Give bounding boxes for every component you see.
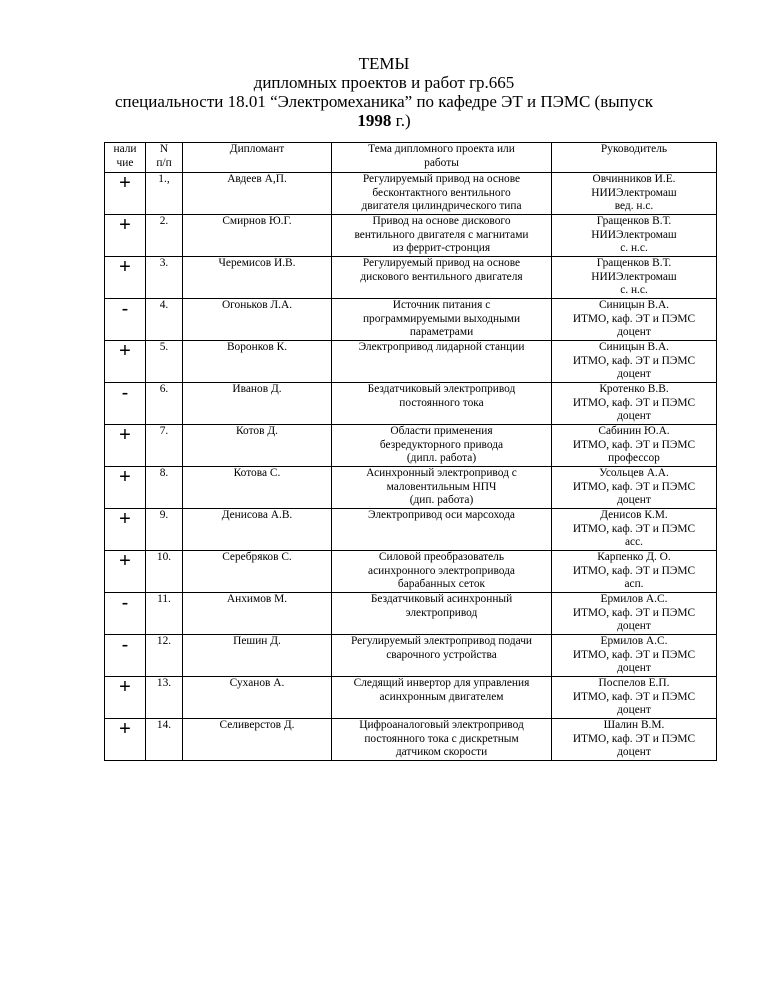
table-row [105, 383, 717, 425]
student-name: Котова С. [183, 467, 332, 509]
advisor-info: Шалин В.М. ИТМО, каф. ЭТ и ПЭМС доцент [552, 719, 717, 761]
title-year: 1998 [357, 111, 392, 130]
thesis-topic: Области применения безредукторного привода (дипл. работа) [332, 425, 552, 467]
advisor-info: Ермилов А.С. ИТМО, каф. ЭТ и ПЭМС доцент [552, 635, 717, 677]
availability-mark: + [105, 677, 146, 719]
row-number: 8. [146, 467, 183, 509]
document-title [0, 54, 768, 130]
row-number: 4. [146, 299, 183, 341]
header-student: Дипломант [183, 143, 332, 173]
advisor-info: Гращенков В.Т. НИИЭлектромаш с. н.с. [552, 215, 717, 257]
row-number: 11. [146, 593, 183, 635]
student-name: Огоньков Л.А. [183, 299, 332, 341]
table-row [105, 677, 717, 719]
student-name: Черемисов И.В. [183, 257, 332, 299]
thesis-topic: Бездатчиковый электропривод постоянного тока [332, 383, 552, 425]
availability-mark: + [105, 173, 146, 215]
availability-mark: + [105, 341, 146, 383]
student-name: Селиверстов Д. [183, 719, 332, 761]
row-number: 2. [146, 215, 183, 257]
thesis-topic: Электропривод оси марсохода [332, 509, 552, 551]
availability-mark: + [105, 509, 146, 551]
student-name: Воронков К. [183, 341, 332, 383]
table-row [105, 509, 717, 551]
availability-mark: + [105, 215, 146, 257]
availability-mark: - [105, 635, 146, 677]
advisor-info: Поспелов Е.П. ИТМО, каф. ЭТ и ПЭМС доцент [552, 677, 717, 719]
thesis-topic: Асинхронный электропривод с маловентильным НПЧ (дип. работа) [332, 467, 552, 509]
title-year-line [0, 111, 768, 130]
row-number: 5. [146, 341, 183, 383]
availability-mark: + [105, 257, 146, 299]
availability-mark: + [105, 425, 146, 467]
title-specialty: специальности 18.01 “Электромеханика” по кафедре ЭТ и ПЭМС (выпуск [114, 92, 654, 111]
advisor-info: Синицын В.А. ИТМО, каф. ЭТ и ПЭМС доцент [552, 341, 717, 383]
table-row [105, 551, 717, 593]
thesis-topic: Привод на основе дискового вентильного двигателя с магнитами из феррит-стронция [332, 215, 552, 257]
thesis-topic: Силовой преобразователь асинхронного электропривода барабанных сеток [332, 551, 552, 593]
student-name: Смирнов Ю.Г. [183, 215, 332, 257]
thesis-topic: Следящий инвертор для управления асинхронным двигателем [332, 677, 552, 719]
row-number: 9. [146, 509, 183, 551]
advisor-info: Овчинников И.Е. НИИЭлектромаш вед. н.с. [552, 173, 717, 215]
table-row [105, 341, 717, 383]
availability-mark: + [105, 719, 146, 761]
advisor-info: Гращенков В.Т. НИИЭлектромаш с. н.с. [552, 257, 717, 299]
title-subtitle: дипломных проектов и работ гр.665 [253, 73, 515, 92]
advisor-info: Денисов К.М. ИТМО, каф. ЭТ и ПЭМС асс. [552, 509, 717, 551]
thesis-topic: Регулируемый привод на основе дискового вентильного двигателя [332, 257, 552, 299]
row-number: 3. [146, 257, 183, 299]
thesis-topic: Цифроаналоговый электропривод постоянного тока с дискретным датчиком скорости [332, 719, 552, 761]
row-number: 7. [146, 425, 183, 467]
advisor-info: Сабинин Ю.А. ИТМО, каф. ЭТ и ПЭМС профессор [552, 425, 717, 467]
header-availability: нали чие [105, 143, 146, 173]
student-name: Авдеев А,П. [183, 173, 332, 215]
title-year-suffix: г.) [391, 111, 411, 130]
row-number: 12. [146, 635, 183, 677]
table-row [105, 425, 717, 467]
table-header-row [105, 143, 717, 173]
thesis-topic: Регулируемый привод на основе бесконтактного вентильного двигателя цилиндрического типа [332, 173, 552, 215]
student-name: Котов Д. [183, 425, 332, 467]
themes-table [104, 142, 717, 761]
table-row [105, 593, 717, 635]
advisor-info: Карпенко Д. О. ИТМО, каф. ЭТ и ПЭМС асп. [552, 551, 717, 593]
table-row [105, 173, 717, 215]
student-name: Анхимов М. [183, 593, 332, 635]
student-name: Денисова А.В. [183, 509, 332, 551]
table-body [105, 173, 717, 761]
table-row [105, 215, 717, 257]
thesis-topic: Электропривод лидарной станции [332, 341, 552, 383]
availability-mark: + [105, 467, 146, 509]
availability-mark: - [105, 593, 146, 635]
student-name: Серебряков С. [183, 551, 332, 593]
row-number: 6. [146, 383, 183, 425]
thesis-topic: Бездатчиковый асинхронный электропривод [332, 593, 552, 635]
availability-mark: - [105, 299, 146, 341]
table-row [105, 467, 717, 509]
thesis-topic: Регулируемый электропривод подачи сварочного устройства [332, 635, 552, 677]
header-number: N п/п [146, 143, 183, 173]
advisor-info: Кротенко В.В. ИТМО, каф. ЭТ и ПЭМС доцент [552, 383, 717, 425]
row-number: 13. [146, 677, 183, 719]
header-advisor: Руководитель [552, 143, 717, 173]
title-heading: ТЕМЫ [358, 54, 410, 73]
row-number: 1., [146, 173, 183, 215]
student-name: Пешин Д. [183, 635, 332, 677]
row-number: 14. [146, 719, 183, 761]
advisor-info: Ермилов А.С. ИТМО, каф. ЭТ и ПЭМС доцент [552, 593, 717, 635]
availability-mark: + [105, 551, 146, 593]
table-row [105, 719, 717, 761]
header-topic: Тема дипломного проекта или работы [332, 143, 552, 173]
student-name: Иванов Д. [183, 383, 332, 425]
table-row [105, 299, 717, 341]
row-number: 10. [146, 551, 183, 593]
advisor-info: Синицын В.А. ИТМО, каф. ЭТ и ПЭМС доцент [552, 299, 717, 341]
student-name: Суханов А. [183, 677, 332, 719]
table-row [105, 257, 717, 299]
advisor-info: Усольцев А.А. ИТМО, каф. ЭТ и ПЭМС доцент [552, 467, 717, 509]
availability-mark: - [105, 383, 146, 425]
thesis-topic: Источник питания с программируемыми выходными параметрами [332, 299, 552, 341]
table-row [105, 635, 717, 677]
